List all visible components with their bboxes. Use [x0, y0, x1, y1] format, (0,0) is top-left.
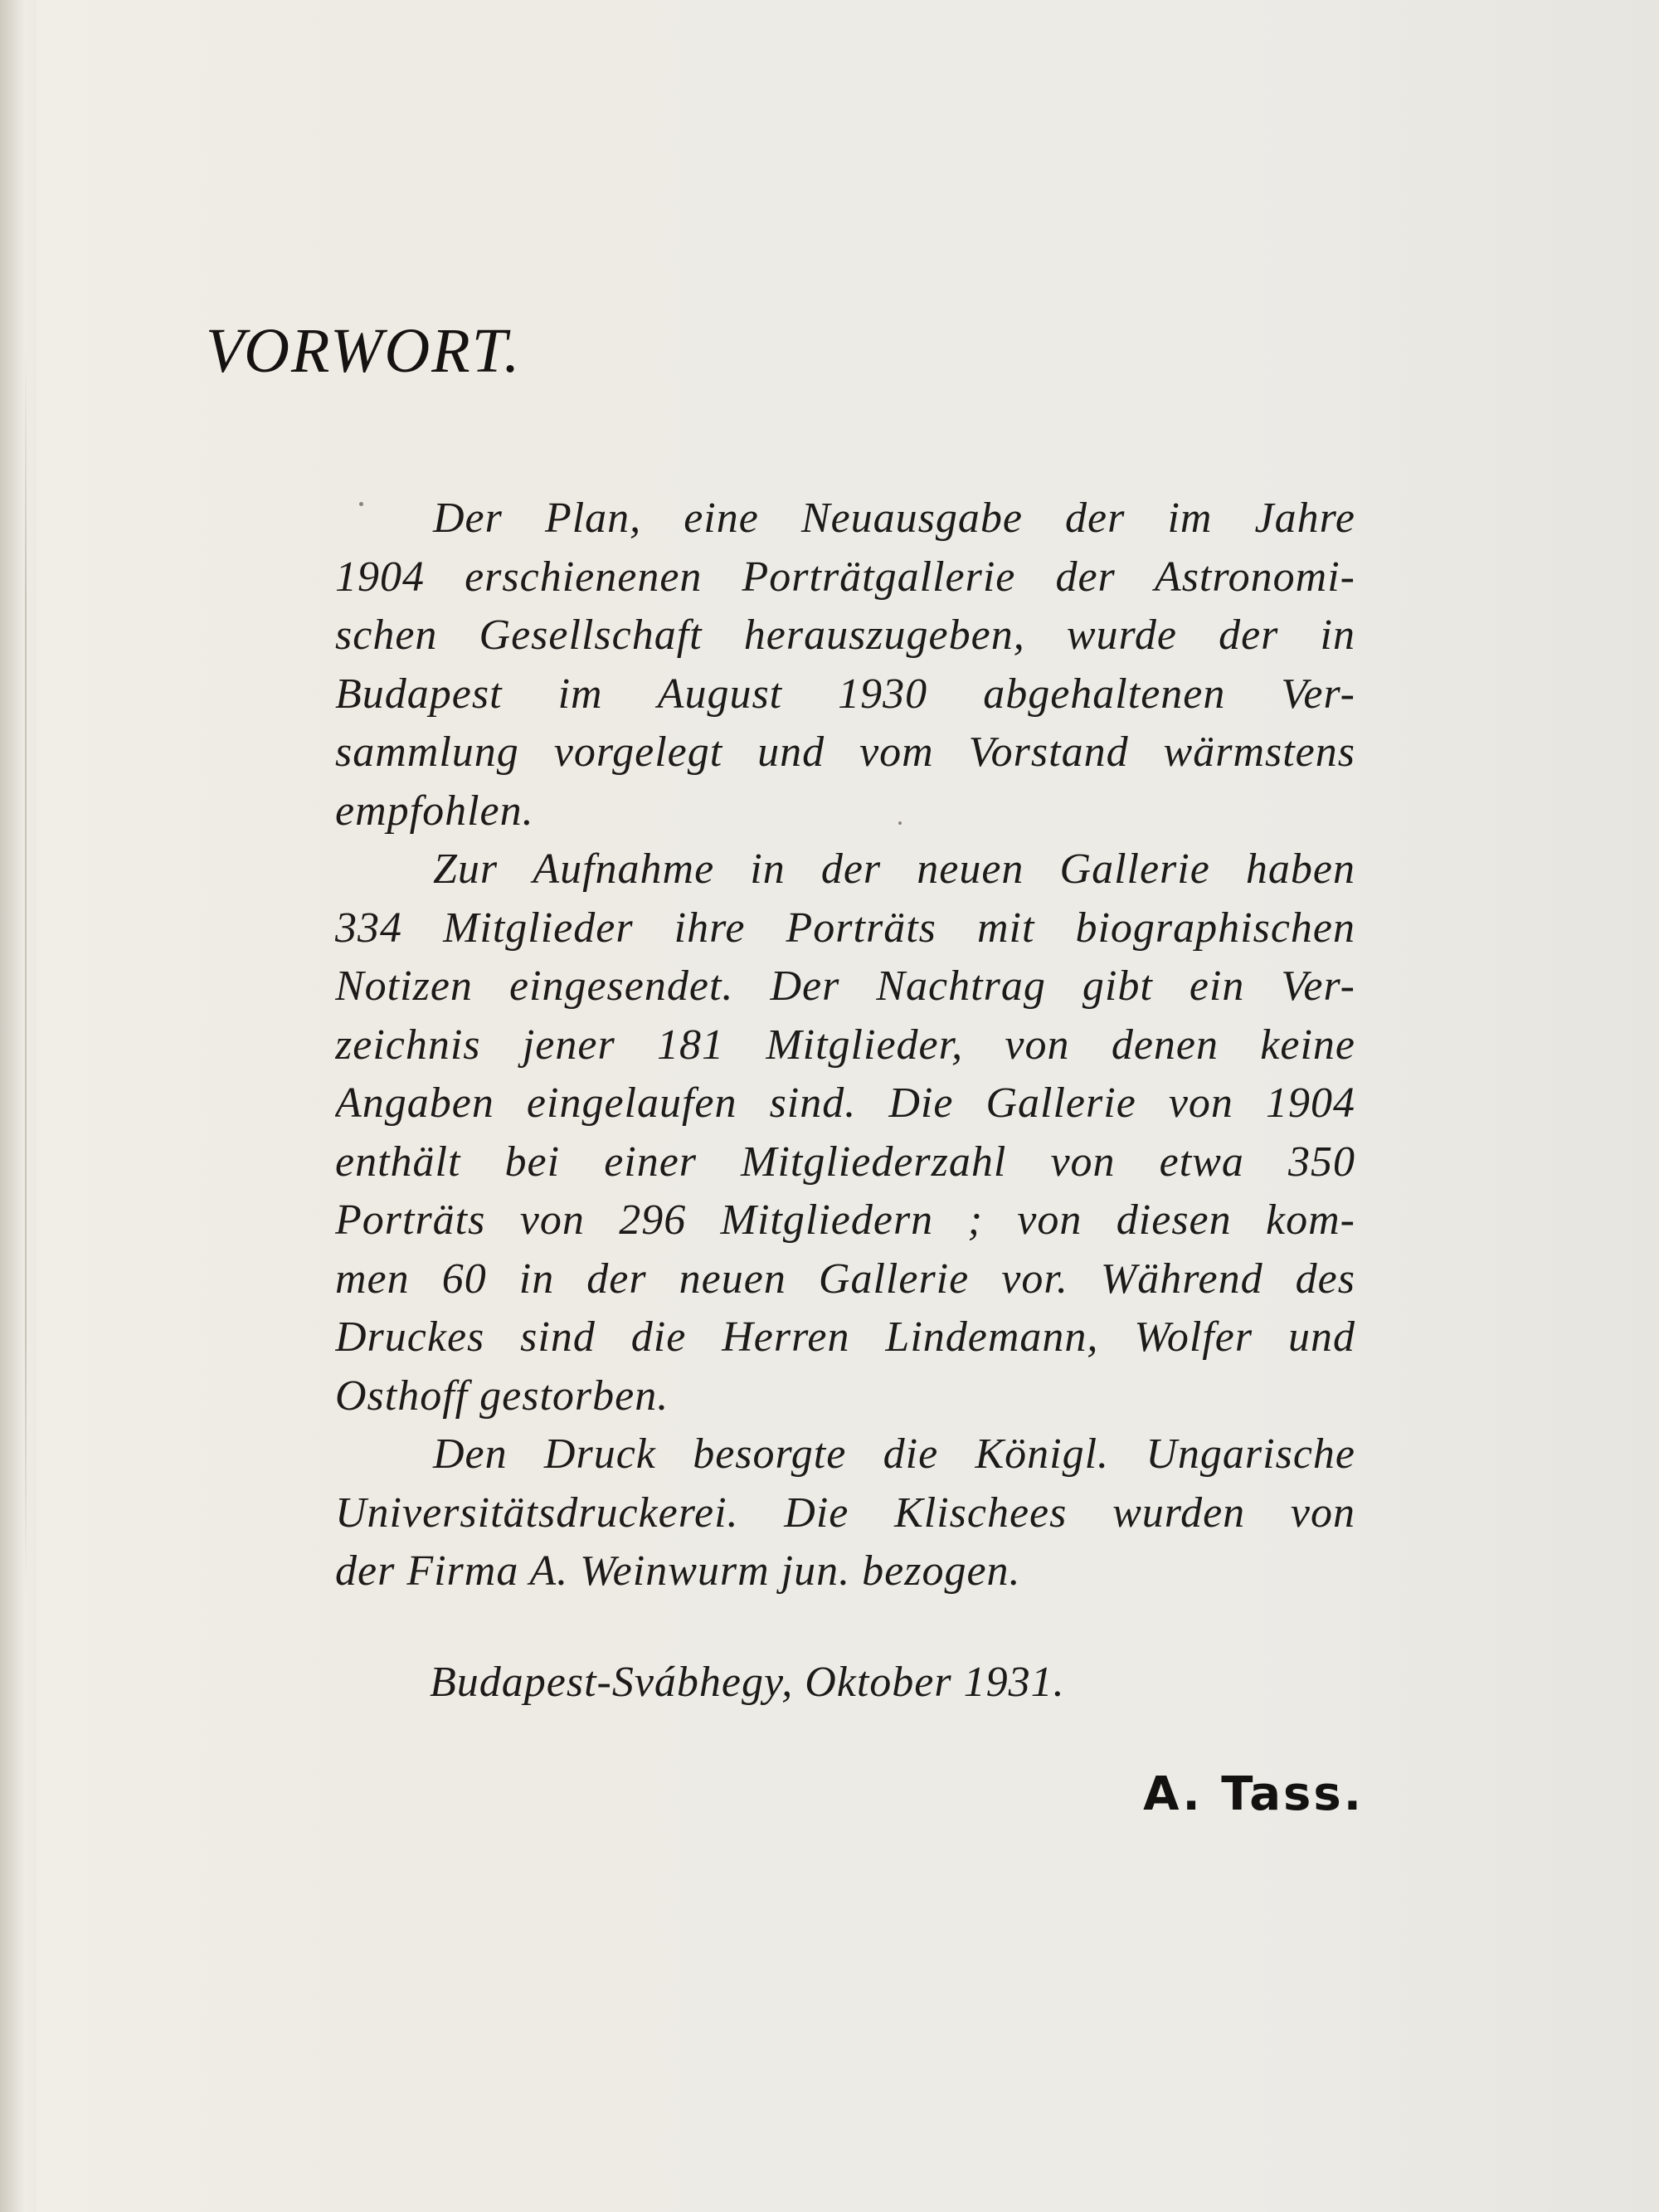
- text-line: Angaben eingelaufen sind. Die Gallerie von 1904: [335, 1079, 1355, 1127]
- text-line: Den Druck besorgte die Königl. Ungarische: [433, 1430, 1355, 1478]
- text-line: schen Gesellschaft herauszugeben, wurde der in: [335, 611, 1355, 659]
- text-line: Universitätsdruckerei. Die Klischees wurden von: [335, 1488, 1355, 1537]
- text-line: Der Plan, eine Neuausgabe der im Jahre: [433, 495, 1355, 542]
- book-spine: [0, 0, 36, 2212]
- text-line: empfohlen.: [335, 787, 534, 835]
- text-line: men 60 in der neuen Gallerie vor. Während des: [335, 1255, 1355, 1303]
- text-line: Budapest im August 1930 abgehaltenen Ver-: [335, 670, 1355, 718]
- page-heading: VORWORT.: [206, 316, 522, 386]
- text-line: sammlung vorgelegt und vom Vorstand wärmstens: [335, 728, 1355, 776]
- text-line: 334 Mitglieder ihre Porträts mit biographischen: [335, 904, 1355, 952]
- spine-fold-line: [25, 348, 27, 1593]
- text-line: enthält bei einer Mitgliederzahl von etwa 350: [335, 1138, 1355, 1186]
- text-line: Zur Aufnahme in der neuen Gallerie haben: [433, 845, 1355, 893]
- author-signature: A. Tass.: [1143, 1767, 1364, 1821]
- text-line: zeichnis jener 181 Mitglieder, von denen keine: [335, 1021, 1355, 1069]
- text-line: der Firma A. Weinwurm jun. bezogen.: [335, 1547, 1021, 1595]
- text-line: 1904 erschienenen Porträtgallerie der Astronomi-: [335, 553, 1355, 601]
- preface-body: [335, 490, 1355, 1601]
- paper-speck: [898, 821, 902, 825]
- text-line: Notizen eingesendet. Der Nachtrag gibt ein Ver-: [335, 962, 1355, 1010]
- text-line: Osthoff gestorben.: [335, 1372, 669, 1420]
- text-line: Druckes sind die Herren Lindemann, Wolfer und: [335, 1313, 1355, 1361]
- paper-speck: [359, 502, 363, 506]
- dateline: Budapest-Svábhegy, Oktober 1931.: [430, 1659, 1065, 1706]
- text-line: Porträts von 296 Mitgliedern ; von diesen kom-: [335, 1196, 1355, 1244]
